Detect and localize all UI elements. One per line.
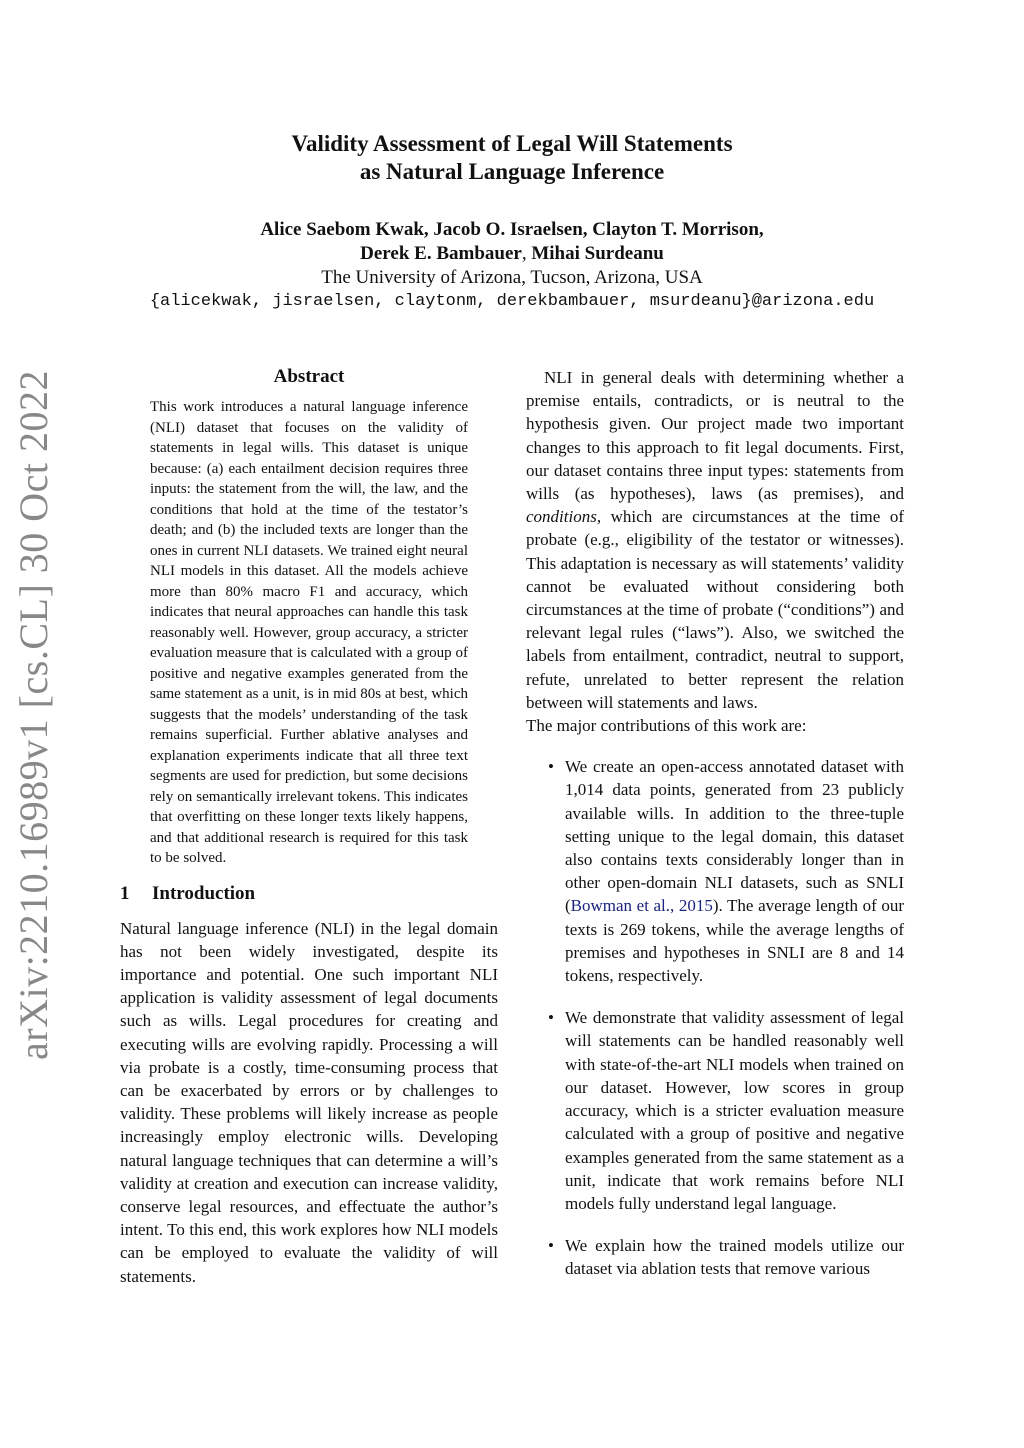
contributions-intro: The major contributions of this work are: — [526, 716, 807, 736]
authors-line-2 — [0, 242, 1024, 266]
bullet-marker: • — [548, 1236, 554, 1256]
title-line-1: Validity Assessment of Legal Will Statements — [291, 131, 733, 156]
nli-text-part-2: , which are circumstances at the time of probate (e.g., eligibility of the testator or witnesses). This adaptation is necessary as will statements’ validity cannot be evaluated without considering both circumstances at the time of probate (“conditions”) and relevant legal rules (“laws”). Also, we switched the labels from entailment, contradict, neutral to support, refute, unrelated to better represent the relation between will statements and laws. — [526, 507, 904, 712]
nli-paragraph — [526, 366, 904, 714]
bullet3-text: We explain how the trained models utilize our dataset via ablation tests that remove various — [565, 1236, 904, 1279]
bullet2-text: We demonstrate that validity assessment of legal will statements can be handled reasonably well with state-of-the-art NLI models when trained on our dataset. However, low scores in group accuracy, which is a stricter evaluation measure calculated with a group of positive and negative examples generated from the same statement as a unit, indicate that work remains before NLI models fully understand legal language. — [565, 1008, 904, 1213]
list-item — [526, 1006, 904, 1215]
citation-link[interactable]: Bowman et al., 2015 — [570, 896, 713, 916]
author-separator: , — [521, 243, 532, 264]
author-emails: {alicekwak, jisraelsen, claytonm, derekbambauer, msurdeanu}@arizona.edu — [149, 292, 875, 311]
nli-text-part-1: NLI in general deals with determining whether a premise entails, contradicts, or is neutral to the hypothesis given. Our project made two important changes to this approach to fit legal documents. First, our dataset contains three input types: statements from wills (as hypotheses), laws (as premises), and — [526, 368, 904, 504]
bullet-marker: • — [548, 757, 554, 777]
affiliation: The University of Arizona, Tucson, Arizona, USA — [321, 267, 703, 288]
arxiv-identifier: arXiv:2210.16989v1 [cs.CL] 30 Oct 2022 — [11, 369, 56, 1060]
bullet-marker: • — [548, 1008, 554, 1028]
section-number: 1 — [120, 882, 130, 904]
right-column — [526, 366, 904, 1300]
authors-line-1: Alice Saebom Kwak, Jacob O. Israelsen, Clayton T. Morrison, — [260, 219, 764, 240]
introduction-heading — [120, 883, 498, 905]
bullet1-text-end: ). The average length of our texts is 269 tokens, while the average lengths of premises and hypotheses in SNLI are 8 and 14 tokens, respectively. — [565, 896, 904, 986]
introduction-paragraph: Natural language inference (NLI) in the legal domain has not been widely investigated, despite its importance and potential. One such important NLI application is validity assessment of legal documents such as wills. Legal procedures for creating and executing wills are evolving rapidly. Processing a will via probate is a costly, time-consuming process that can be exacerbated by errors or by challenges to validity. These problems will likely increase as people increasingly employ electronic wills. Developing natural language techniques that can determine a will’s validity at creation and execution can increase validity, conserve legal resources, and effectuate the author’s intent. To this end, this work explores how NLI models can be employed to evaluate the validity of will statements. — [120, 918, 498, 1286]
author-bambauer: Derek E. Bambauer — [360, 243, 522, 264]
left-column — [120, 366, 498, 1288]
conditions-term: conditions — [526, 507, 597, 527]
list-item — [526, 1234, 904, 1280]
section-title: Introduction — [152, 882, 256, 904]
abstract-text: This work introduces a natural language inference (NLI) dataset that focuses on the validity of statements in legal wills. This dataset is unique because: (a) each entailment decision requires three inputs: the statement from the will, the law, and the conditions that hold at the time of the testator’s death; and (b) the included texts are longer than the ones in current NLI datasets. We trained eight neural NLI models in this dataset. All the models achieve more than 80% macro F1 and accuracy, which indicates that neural approaches can handle this task reasonably well. However, group accuracy, a stricter evaluation measure that is calculated with a group of positive and negative examples generated from the same statement as a unit, is in mid 80s at best, which suggests that the models’ understanding of the task remains superficial. Further ablative analyses and explanation experiments indicate that all three text segments are used for prediction, but some decisions rely on semantically irrelevant tokens. This indicates that overfitting on these longer texts likely happens, and that additional research is required for this task to be solved. — [150, 399, 468, 866]
contributions-list — [526, 755, 904, 1280]
title-line-2: as Natural Language Inference — [359, 159, 665, 184]
list-item — [526, 755, 904, 987]
author-block — [0, 218, 1024, 314]
paper-title — [0, 130, 1024, 186]
bullet1-text: We create an open-access annotated dataset with 1,014 data points, generated from 23 publicly available wills. In addition to the three-tuple setting unique to the legal domain, this dataset also contains texts considerably longer than in other open-domain NLI datasets, such as SNLI ( — [565, 757, 904, 916]
author-surdeanu: Mihai Surdeanu — [531, 243, 664, 264]
abstract-heading: Abstract — [273, 366, 345, 387]
